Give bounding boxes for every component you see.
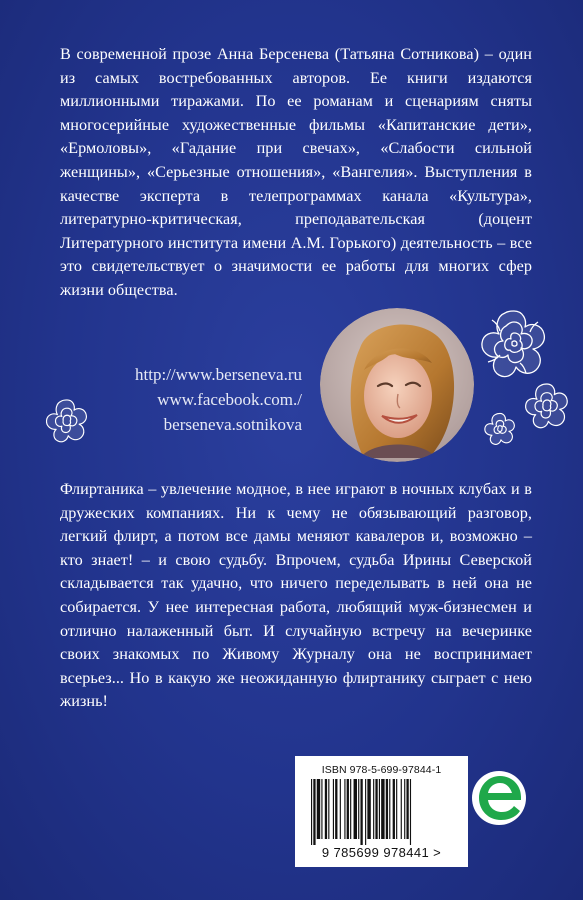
flower-icon xyxy=(478,308,550,380)
barcode-bars xyxy=(309,779,455,845)
flower-icon xyxy=(523,382,571,430)
author-photo xyxy=(320,308,474,462)
author-links xyxy=(60,362,302,437)
author-bio-paragraph: В современной прозе Анна Берсенева (Татьяна Сотникова) – один из самых востребованных авторов. Ее книги издаются миллионными тиражами. По ее романам и сценариям сняты многосерийные художественные фильмы «Капитанские дети», «Ермоловы», «Гадание при свечах», «Слабости сильной женщины», «Серьезные отношения», «Вангелия». Выступления в качестве эксперта в телепрограммах канала «Культура», литературно-критическая, преподавательская (доцент Литературного института имени А.М. Горького) деятельность – все это свидетельствует о значимости ее работы для многих сфер жизни общества. xyxy=(60,45,532,299)
isbn-barcode xyxy=(295,756,468,867)
isbn-number: ISBN 978-5-699-97844-1 xyxy=(321,764,442,776)
flower-icon xyxy=(483,412,517,446)
facebook-link-line2[interactable]: berseneva.sotnikova xyxy=(163,415,302,434)
book-annotation-paragraph: Флиртаника – увлечение модное, в нее играют в ночных клубах и в дружеских компаниях. Ни к чему не обязывающий разговор, легкий флирт, а потом все дамы меняют кавалеров и, возможно – кто знает! – и свою судьбу. Впрочем, судьба Ирины Северской складывается так удачно, что ничего переделывать в ней она не собирается. У нее интересная работа, любящий муж-бизнесмен и отлично налаженный быт. И случайную встречу на вечеринке своих знакомых по Живому Журналу она не воспринимает всерьез... Но в какую же неожиданную флиртанику сыграет с нею жизнь! xyxy=(60,480,532,711)
facebook-link-line1[interactable]: www.facebook.com./ xyxy=(157,390,302,409)
website-link[interactable]: http://www.berseneva.ru xyxy=(135,365,302,384)
eksmo-logo-icon xyxy=(471,769,527,827)
barcode-digits: 9 785699 978441 > xyxy=(321,845,442,860)
